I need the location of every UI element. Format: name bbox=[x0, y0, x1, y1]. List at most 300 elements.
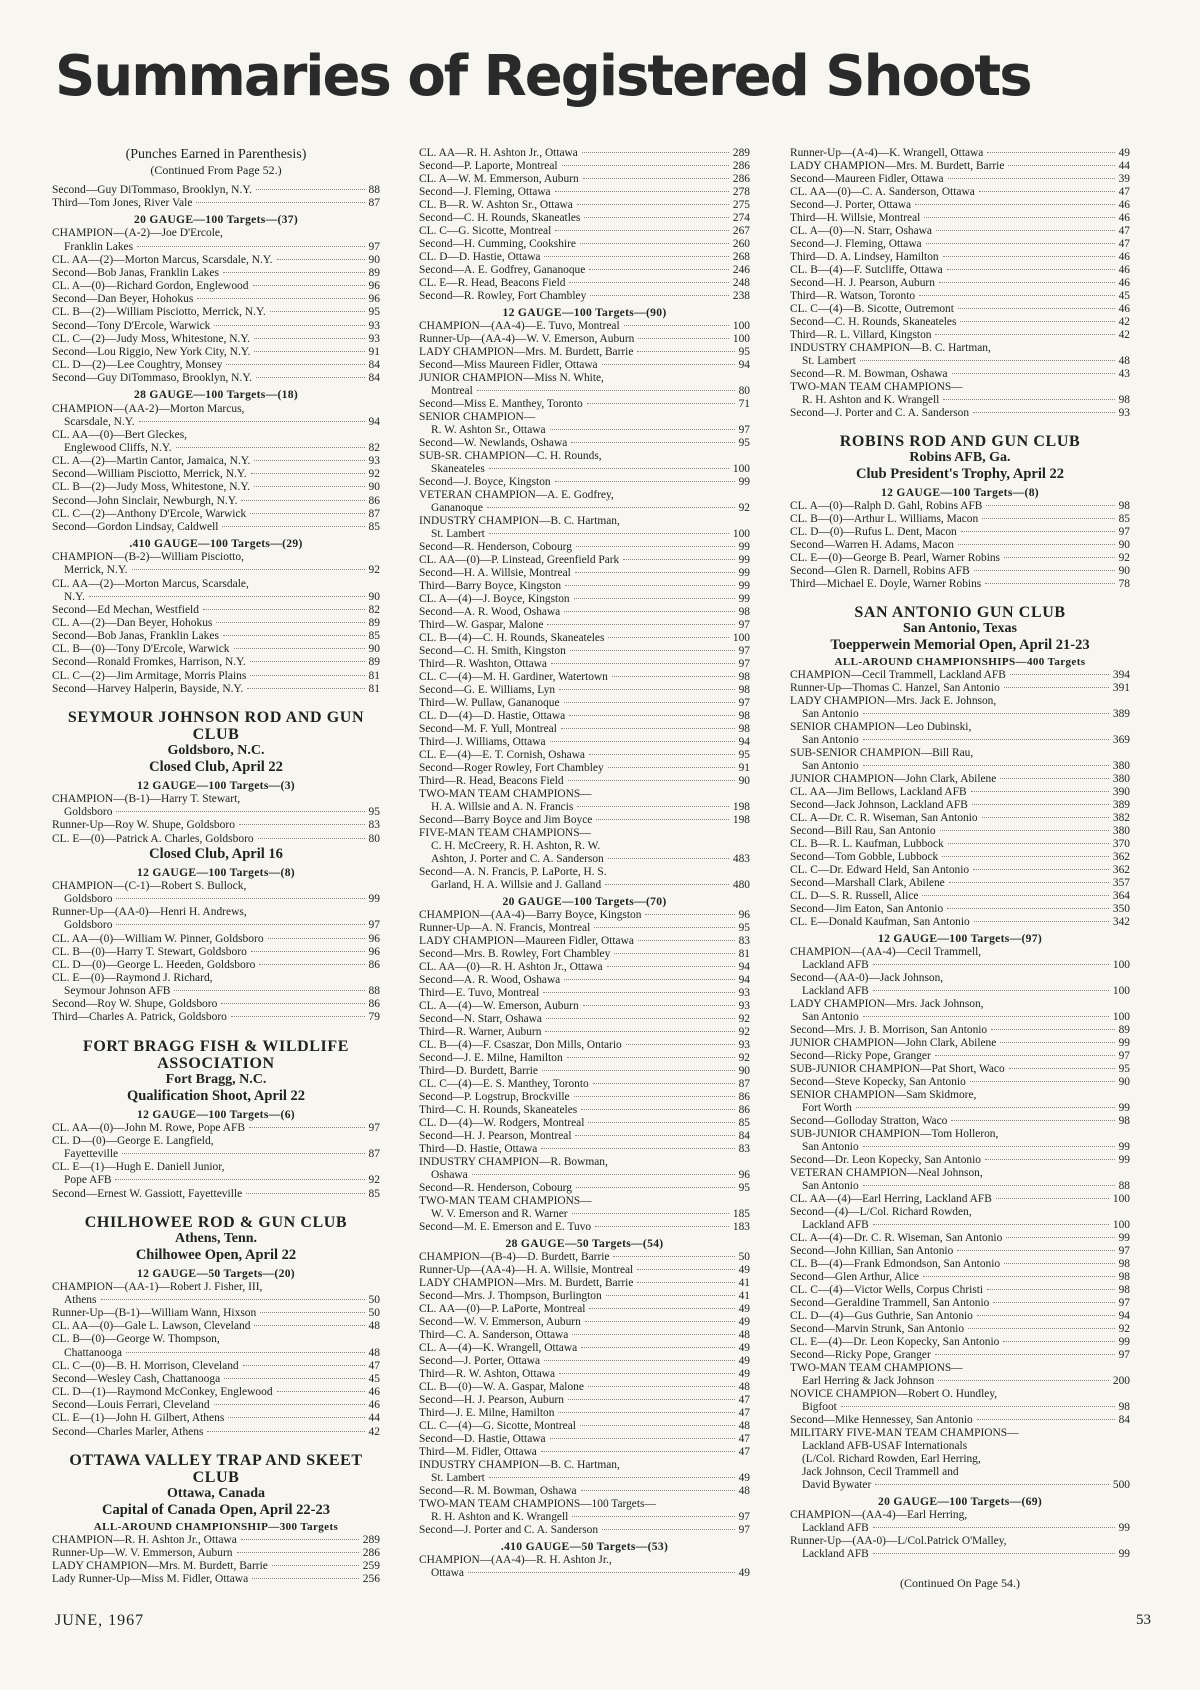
dot-leader bbox=[841, 1405, 1115, 1407]
score: 95 bbox=[738, 922, 750, 934]
result-entry: Second—H. J. Pearson, Auburn bbox=[419, 1394, 564, 1406]
result-row bbox=[419, 385, 750, 398]
gauge-heading: 12 GAUGE—50 Targets—(20) bbox=[137, 1266, 295, 1280]
result-row bbox=[52, 280, 380, 293]
dot-leader bbox=[237, 1551, 359, 1553]
result-row bbox=[52, 521, 380, 534]
score: 99 bbox=[1118, 1154, 1130, 1166]
dot-leader bbox=[960, 320, 1114, 322]
dot-leader bbox=[922, 894, 1108, 896]
result-entry: Ottawa bbox=[431, 1567, 464, 1579]
result-row bbox=[419, 1433, 750, 1446]
dot-leader bbox=[623, 558, 734, 560]
result-row bbox=[790, 303, 1130, 316]
result-entry: Third—W. Gaspar, Malone bbox=[419, 619, 544, 631]
result-row bbox=[419, 264, 750, 277]
result-entry: CL. AA—(0)—William W. Pinner, Goldsboro bbox=[52, 932, 264, 945]
score: 46 bbox=[1118, 303, 1130, 315]
result-row bbox=[790, 985, 1130, 998]
score: 92 bbox=[1118, 1323, 1130, 1335]
result-row bbox=[52, 643, 380, 656]
result-entry: Lackland AFB bbox=[802, 959, 869, 971]
result-row bbox=[790, 1063, 1130, 1076]
result-row bbox=[419, 173, 750, 186]
score: 79 bbox=[368, 1011, 380, 1024]
result-line: LADY CHAMPION—Mrs. Jack Johnson, bbox=[790, 998, 984, 1010]
dot-leader bbox=[987, 1288, 1115, 1290]
dot-leader bbox=[216, 621, 364, 623]
result-entry: CL. C—(0)—B. H. Morrison, Cleveland bbox=[52, 1359, 239, 1372]
result-row bbox=[52, 455, 380, 468]
result-line: FIVE-MAN TEAM CHAMPIONS— bbox=[419, 827, 591, 839]
result-entry: CL. D—(2)—Lee Coughtry, Monsey bbox=[52, 359, 223, 372]
result-row bbox=[790, 251, 1130, 264]
result-entry: CL. A—(2)—Dan Beyer, Hohokus bbox=[52, 617, 213, 629]
result-entry: San Antonio bbox=[802, 734, 859, 746]
dot-leader bbox=[101, 1298, 365, 1300]
score: 98 bbox=[1118, 1401, 1130, 1413]
result-row bbox=[52, 442, 380, 455]
result-line: Runner-Up—(AA-0)—L/Col.Patrick O'Malley, bbox=[790, 1535, 1007, 1547]
event-title: Closed Club, April 22 bbox=[149, 758, 283, 775]
score: 49 bbox=[738, 1368, 750, 1380]
dot-leader bbox=[951, 1119, 1114, 1121]
score: 185 bbox=[732, 1208, 750, 1220]
score: 47 bbox=[738, 1433, 750, 1445]
result-entry: Fayetteville bbox=[64, 1148, 119, 1161]
dot-leader bbox=[608, 857, 729, 859]
result-row bbox=[790, 734, 1130, 747]
dot-leader bbox=[569, 714, 734, 716]
dot-leader bbox=[214, 1403, 365, 1405]
result-entry: Second—Glen R. Darnell, Robins AFB bbox=[790, 565, 970, 577]
result-entry: CL. C—Dr. Edward Held, San Antonio bbox=[790, 864, 970, 876]
result-entry: Scarsdale, N.Y. bbox=[64, 415, 135, 428]
dot-leader bbox=[935, 333, 1114, 335]
dot-leader bbox=[489, 467, 729, 469]
result-row bbox=[52, 508, 380, 521]
dot-leader bbox=[89, 595, 365, 597]
result-line: CHAMPION—(AA-1)—Robert J. Fisher, III, bbox=[52, 1280, 263, 1293]
result-entry: Second—Barry Boyce and Jim Boyce bbox=[419, 814, 593, 826]
score: 278 bbox=[732, 186, 750, 198]
result-row bbox=[52, 1174, 380, 1187]
dot-leader bbox=[477, 389, 735, 391]
score: 84 bbox=[1118, 1414, 1130, 1426]
result-entry: Second—Ed Mechan, Westfield bbox=[52, 603, 199, 616]
score: 99 bbox=[1118, 1232, 1130, 1244]
dot-leader bbox=[544, 255, 728, 257]
result-row bbox=[419, 632, 750, 645]
score: 90 bbox=[738, 775, 750, 787]
gauge-heading: 12 GAUGE—100 Targets—(97) bbox=[877, 932, 1042, 945]
result-line: CHAMPION—(B-1)—Harry T. Stewart, bbox=[52, 793, 241, 806]
result-row bbox=[790, 147, 1130, 160]
dot-leader bbox=[259, 963, 364, 965]
result-entry: Second—Guy DiTommaso, Brooklyn, N.Y. bbox=[52, 184, 253, 196]
result-row bbox=[419, 879, 750, 892]
dot-leader bbox=[637, 1281, 734, 1283]
result-row bbox=[790, 1323, 1130, 1336]
result-entry: Third—W. Pullaw, Gananoque bbox=[419, 697, 560, 709]
result-row bbox=[790, 1297, 1130, 1310]
result-row bbox=[790, 1141, 1130, 1154]
result-row bbox=[419, 580, 750, 593]
score: 48 bbox=[738, 1420, 750, 1432]
result-entry: Second—Miss E. Manthey, Toronto bbox=[419, 398, 583, 410]
dot-leader bbox=[575, 1134, 734, 1136]
dot-leader bbox=[873, 1552, 1115, 1554]
score: 86 bbox=[368, 958, 380, 971]
club-location: Ottawa, Canada bbox=[166, 1485, 265, 1501]
dot-leader bbox=[116, 897, 364, 899]
result-entry: St. Lambert bbox=[802, 355, 856, 367]
result-row bbox=[419, 437, 750, 450]
dot-leader bbox=[1004, 556, 1115, 558]
dot-leader bbox=[919, 294, 1115, 296]
result-row bbox=[790, 916, 1130, 929]
result-entry: Second—Bob Janas, Franklin Lakes bbox=[52, 630, 219, 643]
result-row bbox=[790, 877, 1130, 890]
dot-leader bbox=[580, 242, 729, 244]
result-entry: N.Y. bbox=[64, 590, 85, 603]
score: 49 bbox=[738, 1342, 750, 1354]
result-entry: Third—J. Williams, Ottawa bbox=[419, 736, 546, 748]
dot-leader bbox=[176, 446, 365, 448]
result-row bbox=[790, 1037, 1130, 1050]
dot-leader bbox=[572, 1212, 729, 1214]
dot-leader bbox=[607, 965, 735, 967]
score: 99 bbox=[738, 554, 750, 566]
result-row bbox=[790, 864, 1130, 877]
dot-leader bbox=[991, 1028, 1114, 1030]
result-entry: CL. A—(0)—N. Starr, Oshawa bbox=[790, 225, 932, 237]
result-entry: Second—Wesley Cash, Chattanooga bbox=[52, 1372, 221, 1385]
result-row bbox=[52, 806, 380, 819]
score: 92 bbox=[368, 1174, 380, 1187]
dot-leader bbox=[254, 350, 364, 352]
score: 500 bbox=[1112, 1479, 1130, 1491]
dot-leader bbox=[1009, 1067, 1115, 1069]
result-entry: CL. C—G. Sicotte, Montreal bbox=[419, 225, 552, 237]
result-entry: CL. E—(1)—John H. Gilbert, Athens bbox=[52, 1412, 225, 1425]
result-row bbox=[790, 1115, 1130, 1128]
dot-leader bbox=[606, 1294, 735, 1296]
dot-leader bbox=[602, 363, 735, 365]
dot-leader bbox=[574, 597, 735, 599]
score: 85 bbox=[368, 520, 380, 533]
score: 90 bbox=[368, 643, 380, 656]
dot-leader bbox=[551, 662, 735, 664]
result-entry: Fort Worth bbox=[802, 1102, 852, 1114]
score: 90 bbox=[1118, 539, 1130, 551]
result-row bbox=[419, 1208, 750, 1221]
dot-leader bbox=[116, 923, 364, 925]
result-row bbox=[52, 306, 380, 319]
result-line: CL. B—(0)—George W. Thompson, bbox=[52, 1333, 220, 1346]
result-row bbox=[52, 1320, 380, 1333]
dot-leader bbox=[987, 151, 1114, 153]
result-entry: H. A. Willsie and A. N. Francis bbox=[431, 801, 574, 813]
dot-leader bbox=[863, 1145, 1115, 1147]
result-entry: Second—John Sinclair, Newburgh, N.Y. bbox=[52, 494, 238, 507]
result-entry: Third—Tom Jones, River Vale bbox=[52, 197, 193, 210]
result-row bbox=[52, 1373, 380, 1386]
page-title: Summaries of Registered Shoots bbox=[55, 44, 1031, 109]
score: 81 bbox=[368, 669, 380, 682]
result-row bbox=[419, 749, 750, 762]
score: 87 bbox=[368, 197, 380, 210]
result-entry: Second—H. A. Willsie, Montreal bbox=[419, 567, 571, 579]
result-row bbox=[419, 1407, 750, 1420]
score: 95 bbox=[738, 437, 750, 449]
dot-leader bbox=[637, 350, 734, 352]
result-row bbox=[790, 1102, 1130, 1115]
dot-leader bbox=[1000, 777, 1109, 779]
score: 370 bbox=[1112, 838, 1130, 850]
result-row bbox=[790, 212, 1130, 225]
score: 95 bbox=[368, 306, 380, 319]
result-line: TWO-MAN TEAM CHAMPIONS— bbox=[790, 381, 963, 393]
club-name: SEYMOUR JOHNSON ROD AND GUN CLUB bbox=[67, 708, 365, 743]
column-2 bbox=[419, 147, 750, 1580]
dot-leader bbox=[982, 517, 1114, 519]
event-title: Capital of Canada Open, April 22-23 bbox=[102, 1501, 330, 1518]
score: 94 bbox=[738, 961, 750, 973]
score: 364 bbox=[1112, 890, 1130, 902]
score: 98 bbox=[1118, 1271, 1130, 1283]
result-row bbox=[419, 1381, 750, 1394]
result-line: SUB-SENIOR CHAMPION—Bill Rau, bbox=[790, 747, 974, 759]
result-row bbox=[419, 1355, 750, 1368]
score: 98 bbox=[1118, 500, 1130, 512]
result-row bbox=[790, 264, 1130, 277]
result-entry: Second—J. Porter, Ottawa bbox=[790, 199, 912, 211]
result-line: INDUSTRY CHAMPION—R. Bowman, bbox=[419, 1156, 608, 1168]
result-entry: Englewood Cliffs, N.Y. bbox=[64, 441, 172, 454]
result-row bbox=[419, 1182, 750, 1195]
result-entry: Second—G. E. Williams, Lyn bbox=[419, 684, 556, 696]
dot-leader bbox=[139, 420, 365, 422]
result-entry: CL. E—(4)—E. T. Cornish, Oshawa bbox=[419, 749, 585, 761]
dot-leader bbox=[589, 1307, 734, 1309]
result-entry: Third—D. Burdett, Barrie bbox=[419, 1065, 538, 1077]
score: 98 bbox=[1118, 1284, 1130, 1296]
dot-leader bbox=[863, 764, 1109, 766]
result-row bbox=[419, 1091, 750, 1104]
result-entry: CL. AA—(0)—P. Linstead, Greenfield Park bbox=[419, 554, 620, 566]
result-row bbox=[52, 656, 380, 669]
score: 42 bbox=[1118, 316, 1130, 328]
score: 246 bbox=[732, 264, 750, 276]
score: 82 bbox=[368, 603, 380, 616]
result-line: CL. E—(0)—Raymond J. Richard, bbox=[52, 971, 213, 984]
column-3 bbox=[790, 147, 1130, 1590]
result-entry: Second—J. Porter and C. A. Sanderson bbox=[419, 1524, 599, 1536]
dot-leader bbox=[568, 779, 735, 781]
result-row bbox=[790, 825, 1130, 838]
score: 96 bbox=[738, 1169, 750, 1181]
score: 91 bbox=[368, 345, 380, 358]
score: 48 bbox=[1118, 355, 1130, 367]
result-entry: Second—N. Starr, Oshawa bbox=[419, 1013, 542, 1025]
gauge-heading: .410 GAUGE—100 Targets—(29) bbox=[129, 537, 303, 551]
result-row bbox=[419, 1303, 750, 1316]
result-line: CHAMPION—(B-2)—William Pisciotto, bbox=[52, 551, 244, 564]
result-entry: Third—R. L. Villard, Kingston bbox=[790, 329, 932, 341]
result-entry: Second—J. Porter, Ottawa bbox=[419, 1355, 541, 1367]
club-name: ROBINS ROD AND GUN CLUB bbox=[839, 433, 1081, 450]
result-entry: Second—Maureen Fidler, Ottawa bbox=[790, 173, 944, 185]
score: 100 bbox=[1112, 985, 1130, 997]
score: 86 bbox=[738, 1104, 750, 1116]
dot-leader bbox=[977, 1418, 1115, 1420]
result-entry: Second—A. E. Godfrey, Gananoque bbox=[419, 264, 586, 276]
result-line: CL. E—(1)—Hugh E. Daniell Junior, bbox=[52, 1161, 225, 1174]
score: 99 bbox=[1118, 1037, 1130, 1049]
score: 98 bbox=[1118, 1258, 1130, 1270]
gauge-heading: 12 GAUGE—100 Targets—(3) bbox=[137, 778, 295, 792]
dot-leader bbox=[254, 1324, 364, 1326]
dot-leader bbox=[974, 920, 1109, 922]
result-row bbox=[790, 760, 1130, 773]
result-row bbox=[419, 346, 750, 359]
result-entry: Second—Roger Rowley, Fort Chambley bbox=[419, 762, 604, 774]
dot-leader bbox=[277, 1390, 365, 1392]
club-name: CHILHOWEE ROD & GUN CLUB bbox=[84, 1213, 348, 1231]
result-entry: CL. D—(4)—D. Hastie, Ottawa bbox=[419, 710, 566, 722]
dot-leader bbox=[249, 1126, 364, 1128]
result-entry: R. H. Ashton and K. Wrangell bbox=[431, 1511, 569, 1523]
result-row bbox=[419, 762, 750, 775]
dot-leader bbox=[873, 1223, 1109, 1225]
result-row bbox=[419, 935, 750, 948]
score: 380 bbox=[1112, 773, 1130, 785]
result-entry: Skaneateles bbox=[431, 463, 485, 475]
dot-leader bbox=[1003, 1340, 1114, 1342]
result-entry: CL. E—(0)—Patrick A. Charles, Goldsboro bbox=[52, 832, 254, 845]
result-row bbox=[52, 1011, 380, 1024]
score: 46 bbox=[1118, 277, 1130, 289]
score: 49 bbox=[738, 1355, 750, 1367]
result-entry: Second—C. H. Smith, Kingston bbox=[419, 645, 566, 657]
result-row bbox=[419, 909, 750, 922]
result-row bbox=[419, 1342, 750, 1355]
dot-leader bbox=[638, 939, 735, 941]
score: 100 bbox=[732, 528, 750, 540]
result-row bbox=[419, 775, 750, 788]
result-line: Second—A. N. Francis, P. LaPorte, H. S. bbox=[419, 866, 607, 878]
dot-leader bbox=[203, 608, 365, 610]
score: 98 bbox=[738, 710, 750, 722]
result-row bbox=[790, 290, 1130, 303]
score: 89 bbox=[368, 617, 380, 629]
result-row bbox=[419, 1290, 750, 1303]
club-name: FORT BRAGG FISH & WILDLIFE ASSOCIATION bbox=[82, 1037, 350, 1072]
result-entry: CL. B—R. L. Kaufman, Lubbock bbox=[790, 838, 944, 850]
dot-leader bbox=[550, 1437, 735, 1439]
result-row bbox=[790, 959, 1130, 972]
dot-leader bbox=[948, 177, 1115, 179]
score: 97 bbox=[1118, 526, 1130, 538]
gauge-heading: 12 GAUGE—100 Targets—(8) bbox=[881, 486, 1039, 499]
result-entry: LADY CHAMPION—Mrs. M. Burdett, Barrie bbox=[52, 1560, 268, 1573]
dot-leader bbox=[559, 688, 735, 690]
result-entry: Runner-Up—(AA-4)—W. V. Emerson, Auburn bbox=[419, 333, 635, 345]
dot-leader bbox=[626, 1043, 735, 1045]
score: 50 bbox=[368, 1307, 380, 1320]
result-entry: CL. B—(4)—C. H. Rounds, Skaneateles bbox=[419, 632, 605, 644]
result-entry: Second—Harvey Halperin, Bayside, N.Y. bbox=[52, 682, 244, 695]
gauge-heading: 20 GAUGE—100 Targets—(37) bbox=[133, 213, 298, 227]
result-entry: Second—Mike Hennessey, San Antonio bbox=[790, 1414, 973, 1426]
result-line: SUB-SR. CHAMPION—C. H. Rounds, bbox=[419, 450, 602, 462]
result-entry: Second—Louis Ferrari, Cleveland bbox=[52, 1399, 210, 1412]
dot-leader bbox=[472, 1173, 735, 1175]
result-entry: Lackland AFB bbox=[802, 1219, 869, 1231]
result-line: SENIOR CHAMPION— bbox=[419, 411, 536, 423]
score: 93 bbox=[368, 319, 380, 332]
dot-leader bbox=[116, 810, 364, 812]
dot-leader bbox=[174, 989, 364, 991]
result-entry: Second—M. E. Emerson and E. Tuvo bbox=[419, 1221, 592, 1233]
result-row bbox=[790, 708, 1130, 721]
score: 99 bbox=[738, 541, 750, 553]
score: 289 bbox=[732, 147, 750, 159]
dot-leader bbox=[935, 1353, 1115, 1355]
result-row bbox=[419, 961, 750, 974]
result-entry: Second—Dan Beyer, Hohokus bbox=[52, 293, 194, 306]
result-entry: CL. B—(2)—Judy Moss, Whitestone, N.Y. bbox=[52, 481, 251, 494]
result-entry: San Antonio bbox=[802, 1180, 859, 1192]
result-line: TWO-MAN TEAM CHAMPIONS— bbox=[419, 788, 592, 800]
result-row bbox=[419, 1420, 750, 1433]
dot-leader bbox=[541, 1450, 735, 1452]
result-row bbox=[419, 251, 750, 264]
score: 89 bbox=[368, 656, 380, 669]
dot-leader bbox=[938, 1379, 1109, 1381]
result-row bbox=[52, 564, 380, 577]
score: 84 bbox=[368, 359, 380, 372]
score: 99 bbox=[1118, 1102, 1130, 1114]
result-entry: Second—R. Henderson, Cobourg bbox=[419, 1182, 572, 1194]
result-entry: CL. A—(2)—Martin Cantor, Jamaica, N.Y. bbox=[52, 455, 251, 468]
dot-leader bbox=[588, 1385, 735, 1387]
result-entry: CL. D—(1)—Raymond McConkey, Englewood bbox=[52, 1386, 273, 1399]
dot-leader bbox=[602, 1528, 735, 1530]
dot-leader bbox=[986, 504, 1114, 506]
result-row bbox=[52, 1122, 380, 1135]
score: 90 bbox=[368, 253, 380, 266]
result-row bbox=[419, 554, 750, 567]
dot-leader bbox=[873, 1526, 1115, 1528]
result-row bbox=[790, 812, 1130, 825]
score: 88 bbox=[1118, 1180, 1130, 1192]
result-entry: CL. C—(2)—Anthony D'Ercole, Warwick bbox=[52, 507, 247, 520]
score: 50 bbox=[368, 1294, 380, 1306]
dot-leader bbox=[565, 584, 735, 586]
score: 87 bbox=[738, 1078, 750, 1090]
score: 92 bbox=[738, 502, 750, 514]
dot-leader bbox=[982, 816, 1109, 818]
result-entry: CL. D—(0)—George L. Heeden, Goldsboro bbox=[52, 958, 256, 971]
dot-leader bbox=[542, 1069, 735, 1071]
result-entry: Second—William Pisciotto, Merrick, N.Y. bbox=[52, 468, 247, 481]
result-row bbox=[419, 814, 750, 827]
dot-leader bbox=[256, 188, 365, 190]
result-line: CL. AA—(2)—Morton Marcus, Scarsdale, bbox=[52, 577, 249, 590]
result-line: Runner-Up—(AA-0)—Henri H. Andrews, bbox=[52, 906, 247, 919]
